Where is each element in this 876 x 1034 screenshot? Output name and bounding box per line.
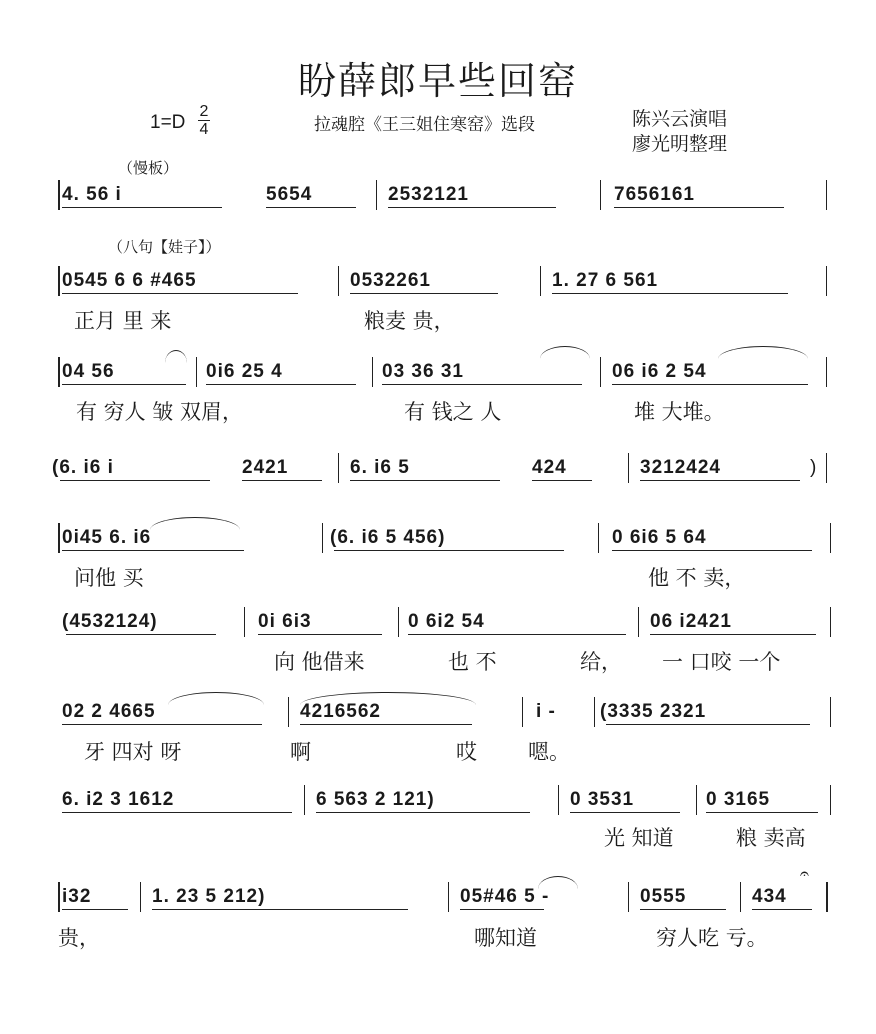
row2-measure-1: 04 56 <box>62 361 115 382</box>
row0-beam <box>388 207 556 208</box>
row5-barline <box>638 607 639 637</box>
row0-measure-2: 5654 <box>266 184 313 205</box>
row6-measure-2: 4216562 <box>300 701 381 722</box>
arranger-text: 廖光明整理 <box>632 133 728 155</box>
row3-beam <box>60 480 210 481</box>
row8-beam <box>752 909 812 910</box>
row5-barline <box>830 607 831 637</box>
tempo-mark: （慢板） <box>118 159 179 177</box>
row1-lyric-2: 粮麦 贵， <box>364 309 455 333</box>
row1-measure-2: 0532261 <box>350 270 431 291</box>
row7-barline <box>558 785 559 815</box>
row8-lyric-3: 穷人吃 亏。 <box>656 926 768 950</box>
row0-barline <box>826 180 827 210</box>
row4-lyric-1: 问他 买 <box>74 566 144 590</box>
time-signature-bottom: 4 <box>199 121 209 138</box>
row1-barline-start <box>58 266 60 296</box>
row5-measure-3: 0 6i2 54 <box>408 611 485 632</box>
row0-barline <box>376 180 377 210</box>
row8-slur <box>538 876 578 889</box>
row7-beam <box>62 812 292 813</box>
row2-barline <box>600 357 601 387</box>
row1-measure-3: 1. 27 6 561 <box>552 270 659 291</box>
row7-beam <box>570 812 680 813</box>
row3-barline <box>628 453 629 483</box>
row6-lyric-1: 牙 四对 呀 <box>84 740 182 764</box>
row4-measure-2: (6. i6 5 456) <box>330 527 446 548</box>
row6-barline <box>830 697 831 727</box>
row1-beam <box>350 293 498 294</box>
row6-slur <box>300 692 476 705</box>
row6-measure-4: (3335 2321 <box>600 701 707 722</box>
row4-beam <box>62 550 244 551</box>
row2-barline-start <box>58 357 60 387</box>
row8-barline <box>140 882 141 912</box>
row3-barline <box>826 453 827 483</box>
row3-beam <box>242 480 322 481</box>
row1-beam <box>552 293 788 294</box>
row8-measure-5: 434 <box>752 886 787 907</box>
row3-measure-4: 424 <box>532 457 567 478</box>
row8-measure-1: i32 <box>62 886 92 907</box>
row7-lyric-1: 光 知道 <box>604 826 674 850</box>
row1-beam <box>62 293 298 294</box>
source-text: 拉魂腔《王三姐住寒窑》选段 <box>314 115 535 135</box>
row5-barline <box>244 607 245 637</box>
row7-barline <box>696 785 697 815</box>
row8-beam <box>640 909 726 910</box>
row7-barline <box>304 785 305 815</box>
row8-lyric-2: 哪知道 <box>474 926 537 950</box>
row8-measure-3: 05#46 5 - <box>460 886 550 907</box>
row1-barline <box>540 266 541 296</box>
row8-lyric-1: 贵， <box>58 926 100 950</box>
time-signature <box>198 103 210 138</box>
row8-barline <box>740 882 741 912</box>
row3-barline <box>338 453 339 483</box>
row4-measure-3: 0 6i6 5 64 <box>612 527 707 548</box>
row2-beam <box>206 384 356 385</box>
row3-measure-5: 3212424 <box>640 457 721 478</box>
row0-beam <box>614 207 784 208</box>
row2-barline <box>196 357 197 387</box>
row5-beam <box>408 634 626 635</box>
row6-beam <box>62 724 262 725</box>
row3-close-paren: ) <box>810 457 817 478</box>
row5-beam <box>650 634 816 635</box>
row6-slur <box>168 692 264 705</box>
row2-measure-4: 06 i6 2 54 <box>612 361 707 382</box>
credits <box>632 107 727 157</box>
row8-measure-4: 0555 <box>640 886 687 907</box>
row1-barline <box>826 266 827 296</box>
row4-beam <box>612 550 812 551</box>
row8-barline <box>448 882 449 912</box>
row8-barline-end <box>826 882 828 912</box>
row3-beam <box>350 480 500 481</box>
row2-barline <box>372 357 373 387</box>
row5-measure-2: 0i 6i3 <box>258 611 312 632</box>
row8-measure-2: 1. 23 5 212) <box>152 886 266 907</box>
row3-measure-2: 2421 <box>242 457 289 478</box>
row3-beam <box>640 480 800 481</box>
row7-measure-4: 0 3165 <box>706 789 771 810</box>
row4-barline <box>322 523 323 553</box>
row7-measure-2: 6 563 2 121) <box>316 789 435 810</box>
row2-lyric-2: 有 钱之 人 <box>404 400 502 424</box>
row4-beam <box>334 550 564 551</box>
key-signature: 1=D <box>150 112 186 133</box>
row4-barline-start <box>58 523 60 553</box>
row6-lyric-2: 啊 <box>290 740 311 764</box>
row6-barline <box>594 697 595 727</box>
row2-measure-3: 03 36 31 <box>382 361 464 382</box>
row5-lyric-2: 也 不 <box>448 650 497 674</box>
row0-measure-1: 4. 56 i <box>62 184 122 205</box>
row2-barline <box>826 357 827 387</box>
row6-barline <box>288 697 289 727</box>
row6-measure-1: 02 2 4665 <box>62 701 156 722</box>
row6-beam <box>300 724 472 725</box>
row6-measure-3: i - <box>536 701 556 722</box>
row4-measure-1: 0i45 6. i6 <box>62 527 152 548</box>
row0-beam <box>266 207 356 208</box>
row8-beam <box>460 909 544 910</box>
row4-barline <box>598 523 599 553</box>
row2-beam <box>612 384 808 385</box>
row3-measure-3: 6. i6 5 <box>350 457 410 478</box>
row5-beam <box>66 634 216 635</box>
fermata-icon: 𝄐 <box>800 864 809 883</box>
row2-lyric-3: 堆 大堆。 <box>634 400 725 424</box>
song-title: 盼薛郎早些回窑 <box>297 59 578 103</box>
row5-lyric-4: 一 口咬 一个 <box>662 650 781 674</box>
row0-barline-start <box>58 180 60 210</box>
row4-lyric-2: 他 不 卖， <box>648 566 746 590</box>
row7-measure-3: 0 3531 <box>570 789 635 810</box>
row8-barline <box>628 882 629 912</box>
row8-barline-start <box>58 882 60 912</box>
row5-measure-1: (4532124) <box>62 611 158 632</box>
row3-beam <box>532 480 592 481</box>
row7-measure-1: 6. i2 3 1612 <box>62 789 175 810</box>
row5-lyric-1: 向 他借来 <box>274 650 365 674</box>
row5-measure-4: 06 i2421 <box>650 611 732 632</box>
row1-barline <box>338 266 339 296</box>
row5-barline <box>398 607 399 637</box>
row7-lyric-2: 粮 卖高 <box>736 826 806 850</box>
row0-measure-3: 2532121 <box>388 184 469 205</box>
row2-measure-2: 0i6 25 4 <box>206 361 283 382</box>
row2-lyric-1: 有 穷人 皱 双眉， <box>76 400 244 424</box>
row7-barline <box>830 785 831 815</box>
row6-lyric-4: 嗯。 <box>528 740 570 764</box>
row1-measure-1: 0545 6 6 #465 <box>62 270 197 291</box>
row2-beam <box>62 384 186 385</box>
time-signature-top: 2 <box>199 103 209 120</box>
row6-lyric-3: 哎 <box>456 740 477 764</box>
row0-barline <box>600 180 601 210</box>
row6-beam <box>606 724 810 725</box>
row2-slur <box>165 350 187 363</box>
row8-beam <box>152 909 408 910</box>
row1-lyric-1: 正月 里 来 <box>74 309 172 333</box>
row2-slur <box>718 346 808 359</box>
row7-beam <box>706 812 818 813</box>
row5-beam <box>258 634 382 635</box>
row7-beam <box>316 812 530 813</box>
row2-beam <box>382 384 582 385</box>
row8-beam <box>62 909 128 910</box>
row5-lyric-3: 给， <box>580 650 622 674</box>
row0-measure-4: 7656161 <box>614 184 695 205</box>
row3-measure-1: (6. i6 i <box>52 457 114 478</box>
row4-barline <box>830 523 831 553</box>
section-mark: （八句【娃子】） <box>108 238 221 256</box>
row4-slur <box>150 517 240 530</box>
row0-beam <box>62 207 222 208</box>
row2-slur <box>540 346 590 359</box>
row6-barline <box>522 697 523 727</box>
performer-text: 陈兴云演唱 <box>632 108 728 130</box>
